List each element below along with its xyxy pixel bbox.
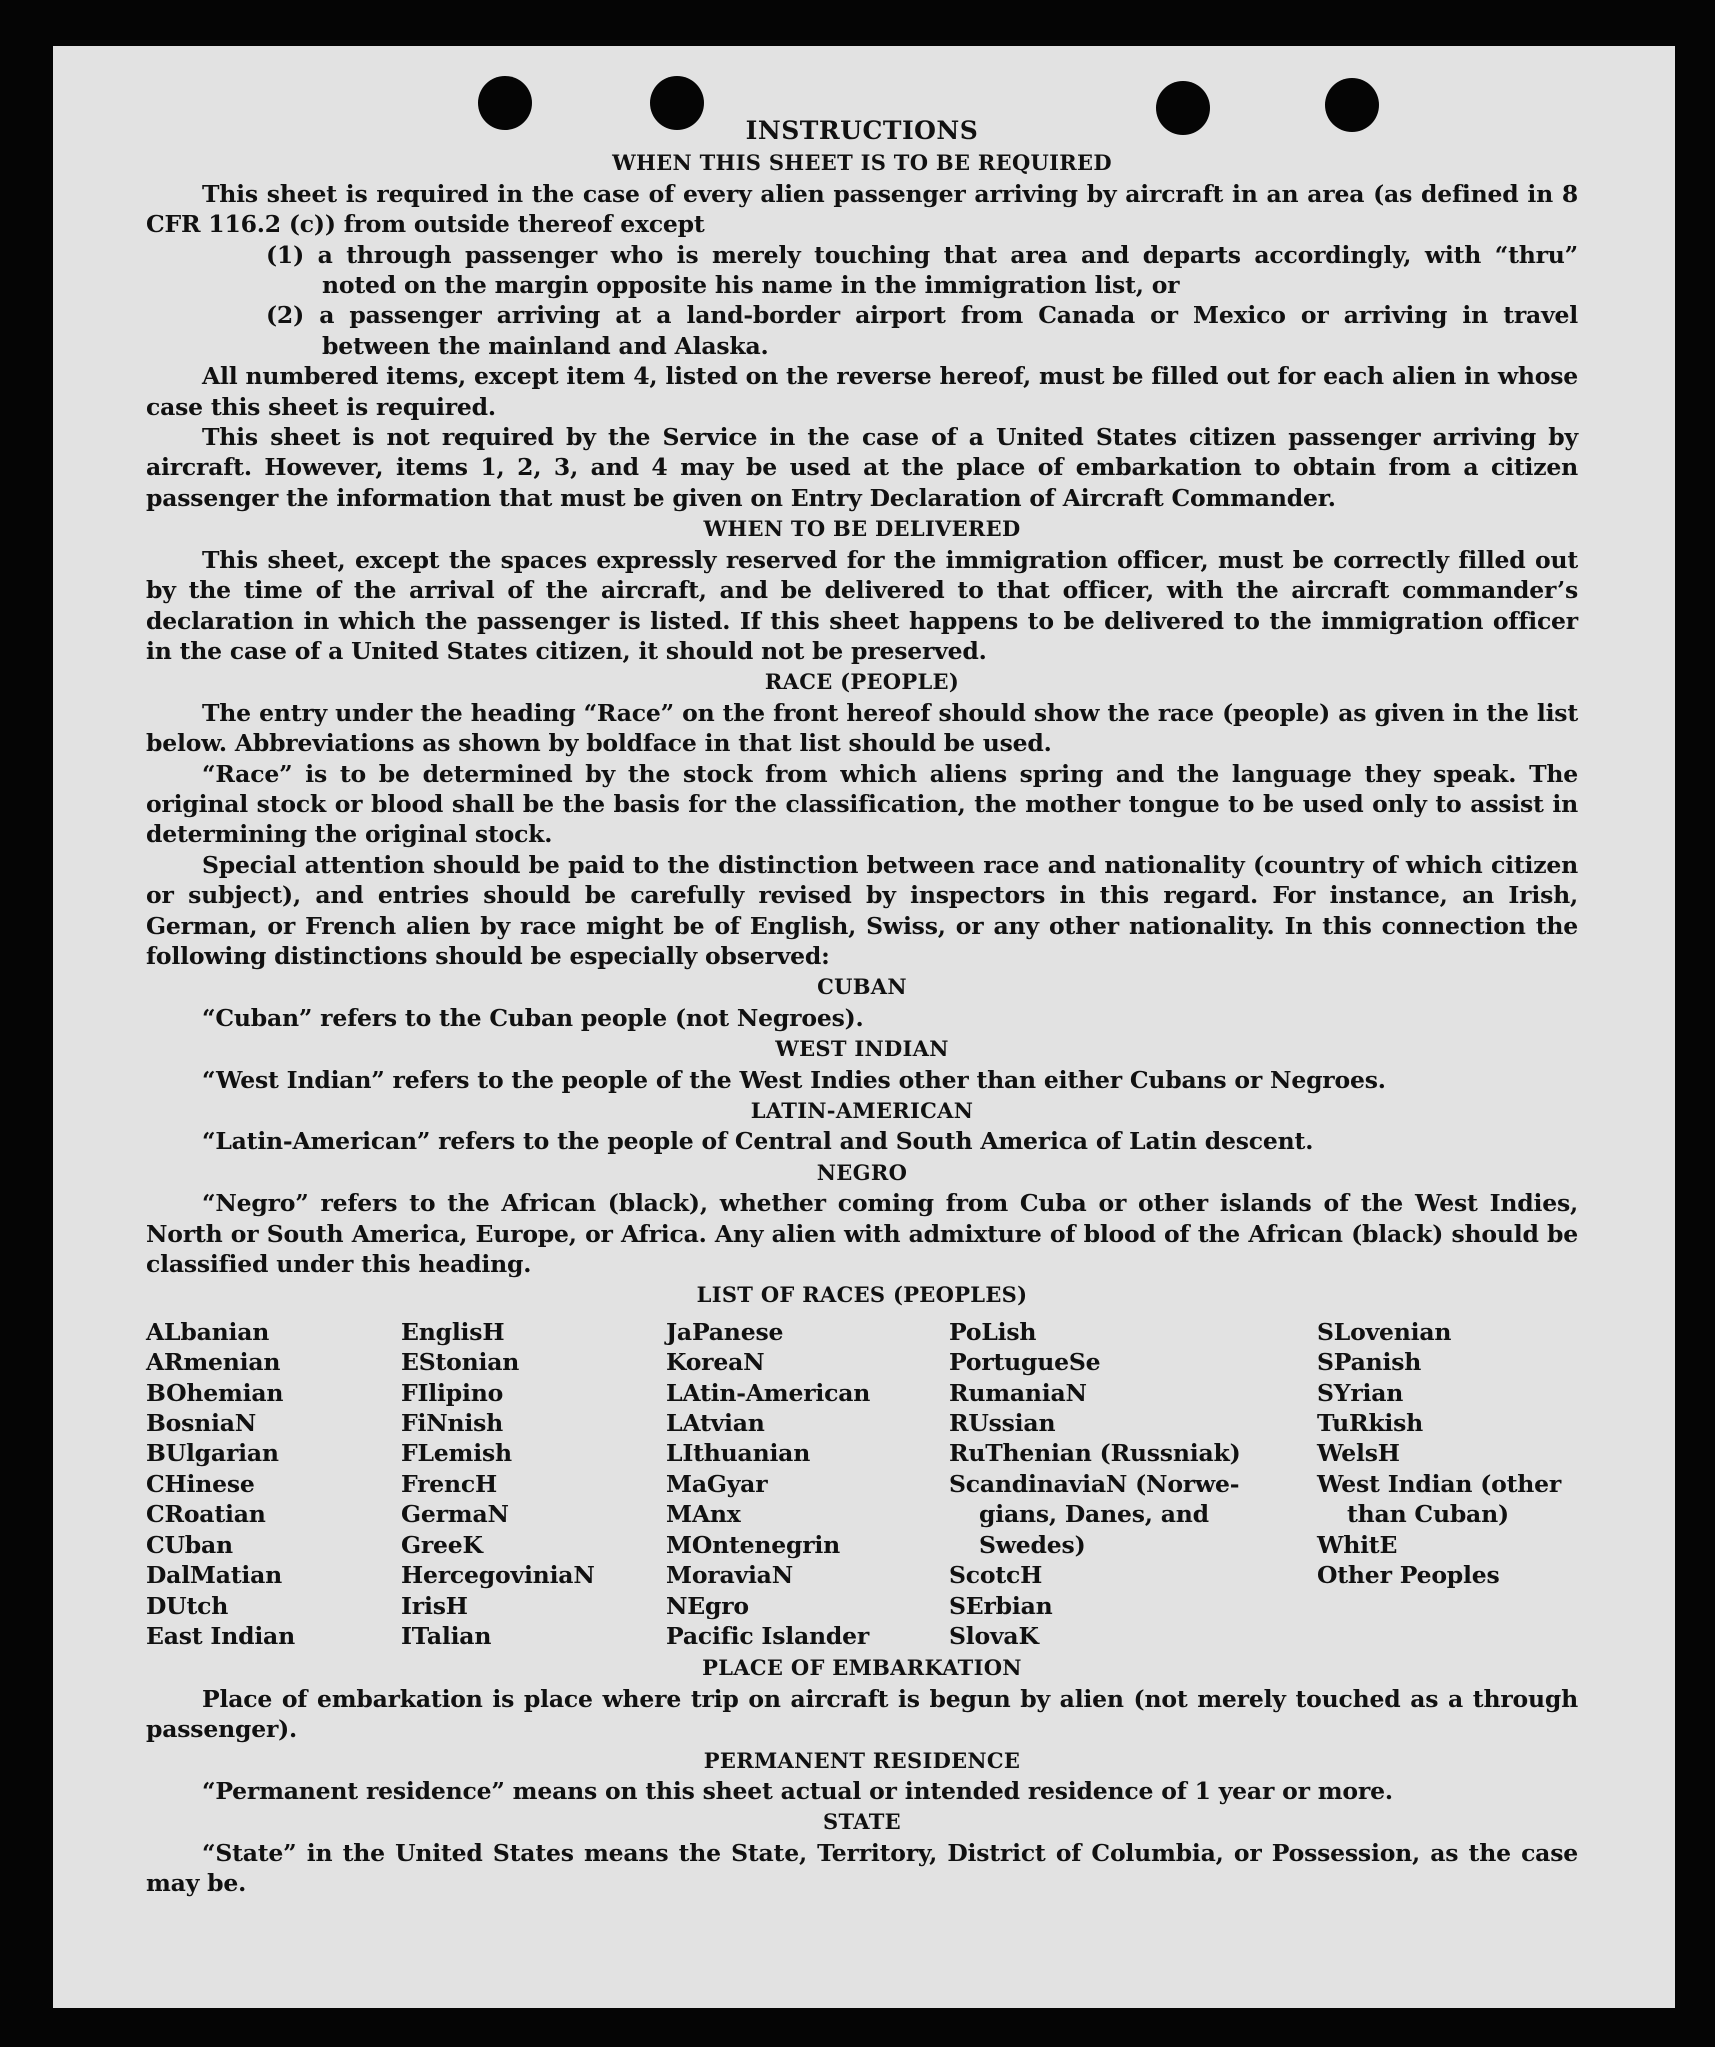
races-column-1	[146, 1317, 401, 1651]
race-entry: WhitE	[1317, 1530, 1398, 1559]
definition-negro: “Negro” refers to the African (black), whether coming from Cuba or other islands of the West Indies, North or South America, Europe, or Africa. Any alien with admixture of blood of the African (black) should be classified under this heading.	[146, 1189, 1578, 1279]
race-entry: SErbian	[949, 1591, 1053, 1620]
race-entry: DUtch	[146, 1591, 229, 1620]
race-entry: TuRkish	[1317, 1409, 1424, 1438]
race-entry: FiNnish	[401, 1409, 504, 1438]
race-entry: SlovaK	[949, 1621, 1039, 1650]
race-entry: LIthuanian	[666, 1439, 811, 1468]
race-entry: EnglisH	[401, 1317, 505, 1346]
race-entry: ITalian	[401, 1621, 492, 1650]
race-entry: ScandinaviaN (Norwe-	[949, 1469, 1240, 1498]
race-entry: RumaniaN	[949, 1378, 1087, 1407]
race-entry: MoraviaN	[666, 1561, 793, 1590]
heading-race: RACE (PEOPLE)	[764, 669, 960, 695]
race-entry: ARmenian	[146, 1348, 281, 1377]
race-entry: LAtin-American	[666, 1378, 871, 1407]
race-entry: BUlgarian	[146, 1439, 279, 1468]
heading-permanent-residence: PERMANENT RESIDENCE	[703, 1747, 1021, 1773]
race-entry: Pacific Islander	[666, 1621, 870, 1650]
instructions-body	[146, 116, 1578, 1899]
race-entry: West Indian (other	[1317, 1469, 1562, 1498]
race-entry: BosniaN	[146, 1409, 257, 1438]
heading-state: STATE	[823, 1809, 901, 1835]
race-entry-continued: than Cuban)	[1347, 1500, 1509, 1529]
race-entry: MOntenegrin	[666, 1530, 841, 1559]
heading-cuban: CUBAN	[817, 974, 907, 1000]
race-entry: East Indian	[146, 1621, 295, 1650]
race-entry: JaPanese	[666, 1317, 784, 1346]
race-entry: LAtvian	[666, 1409, 765, 1438]
paragraph: “Race” is to be determined by the stock from which aliens spring and the language they speak. The original stock or blood shall be the basis for the classification, the mother tongue to be used only to assist in determining the original stock.	[146, 759, 1578, 849]
definition-latin-american: “Latin-American” refers to the people of Central and South America of Latin descent.	[202, 1127, 1314, 1156]
definition-west-indian: “West Indian” refers to the people of the West Indies other than either Cubans or Negroes.	[202, 1065, 1386, 1094]
races-table	[146, 1317, 1578, 1651]
races-column-2	[401, 1317, 666, 1651]
race-entry: MAnx	[666, 1500, 741, 1529]
paragraph: All numbered items, except item 4, listed on the reverse hereof, must be filled out for each alien in whose case this sheet is required.	[146, 362, 1578, 421]
heading-latin-american: LATIN-AMERICAN	[750, 1098, 974, 1123]
page-title: INSTRUCTIONS	[745, 116, 979, 145]
race-entry: NEgro	[666, 1591, 749, 1620]
race-entry: PortugueSe	[949, 1348, 1101, 1377]
paragraph: This sheet is required in the case of every alien passenger arriving by aircraft in an area (as defined in 8 CFR 116.2 (c)) from outside thereof except	[146, 179, 1578, 239]
race-entry: WelsH	[1317, 1439, 1400, 1468]
race-entry: MaGyar	[666, 1469, 768, 1498]
race-entry: EStonian	[401, 1348, 520, 1377]
paragraph: Special attention should be paid to the distinction between race and nationality (country of which citizen or subject), and entries should be carefully revised by inspectors in this regard. For instance, an Irish, German, or French alien by race might be of English, Swiss, or any other nationality. In this connection the following distinctions should be especially observed:	[146, 850, 1578, 970]
race-entry: FrencH	[401, 1469, 498, 1498]
race-entry: KoreaN	[666, 1348, 765, 1377]
exception-item-1: (1) a through passenger who is merely touching that area and departs accordingly, with “thru” noted on the margin opposite his name in the immigration list, or	[266, 240, 1578, 300]
race-entry: SPanish	[1317, 1348, 1422, 1377]
paragraph: This sheet, except the spaces expressly reserved for the immigration officer, must be correctly filled out by the time of the arrival of the aircraft, and be delivered to that officer, with the aircraft commander’s declaration in which the passenger is listed. If this sheet happens to be delivered to the immigration officer in the case of a United States citizen, it should not be preserved.	[146, 545, 1578, 665]
race-entry: GermaN	[401, 1500, 509, 1529]
exception-item-2: (2) a passenger arriving at a land-border airport from Canada or Mexico or arriving in travel between the mainland and Alaska.	[266, 301, 1578, 360]
race-entry: CHinese	[146, 1469, 255, 1498]
heading-when-required: WHEN THIS SHEET IS TO BE REQUIRED	[612, 150, 1112, 176]
race-entry: DalMatian	[146, 1561, 283, 1590]
race-entry: CRoatian	[146, 1500, 266, 1529]
race-entry: PoLish	[949, 1317, 1037, 1346]
heading-negro: NEGRO	[816, 1159, 908, 1185]
race-entry: RUssian	[949, 1409, 1056, 1438]
race-entry: CUban	[146, 1530, 233, 1559]
heading-embarkation: PLACE OF EMBARKATION	[702, 1655, 1022, 1681]
race-entry: BOhemian	[146, 1378, 284, 1407]
definition-cuban: “Cuban” refers to the Cuban people (not Negroes).	[202, 1003, 864, 1032]
definition-state: “State” in the United States means the State, Territory, District of Columbia, or Possession, as the case may be.	[146, 1838, 1578, 1898]
heading-west-indian: WEST INDIAN	[775, 1036, 949, 1062]
heading-list-of-races: LIST OF RACES (PEOPLES)	[696, 1282, 1028, 1308]
heading-when-delivered: WHEN TO BE DELIVERED	[703, 516, 1021, 542]
document-page	[53, 46, 1675, 2008]
paragraph: The entry under the heading “Race” on the front hereof should show the race (people) as given in the list below. Abbreviations as shown by boldface in that list should be used.	[146, 698, 1578, 758]
race-entry: IrisH	[401, 1591, 468, 1620]
race-entry: GreeK	[401, 1530, 483, 1559]
race-entry: FLemish	[401, 1439, 512, 1468]
race-entry: SYrian	[1317, 1378, 1404, 1407]
races-column-4	[949, 1317, 1317, 1651]
race-entry-continued: gians, Danes, and	[979, 1500, 1209, 1529]
race-entry: Other Peoples	[1317, 1561, 1500, 1590]
race-entry: SLovenian	[1317, 1317, 1452, 1346]
race-entry: FIlipino	[401, 1378, 504, 1407]
race-entry: ScotcH	[949, 1561, 1043, 1590]
race-entry: RuThenian (Russniak)	[949, 1439, 1241, 1468]
races-column-5	[1317, 1317, 1578, 1651]
race-entry-continued: Swedes)	[979, 1530, 1086, 1559]
definition-embarkation: Place of embarkation is place where trip on aircraft is begun by alien (not merely touched as a through passenger).	[146, 1684, 1578, 1744]
races-column-3	[666, 1317, 949, 1651]
definition-permanent-residence: “Permanent residence” means on this sheet actual or intended residence of 1 year or more.	[202, 1776, 1393, 1805]
race-entry: HercegoviniaN	[401, 1561, 595, 1590]
race-entry: ALbanian	[146, 1317, 270, 1346]
paragraph: This sheet is not required by the Service in the case of a United States citizen passenger arriving by aircraft. However, items 1, 2, 3, and 4 may be used at the place of embarkation to obtain from a citizen passenger the information that must be given on Entry Declaration of Aircraft Commander.	[146, 423, 1578, 512]
